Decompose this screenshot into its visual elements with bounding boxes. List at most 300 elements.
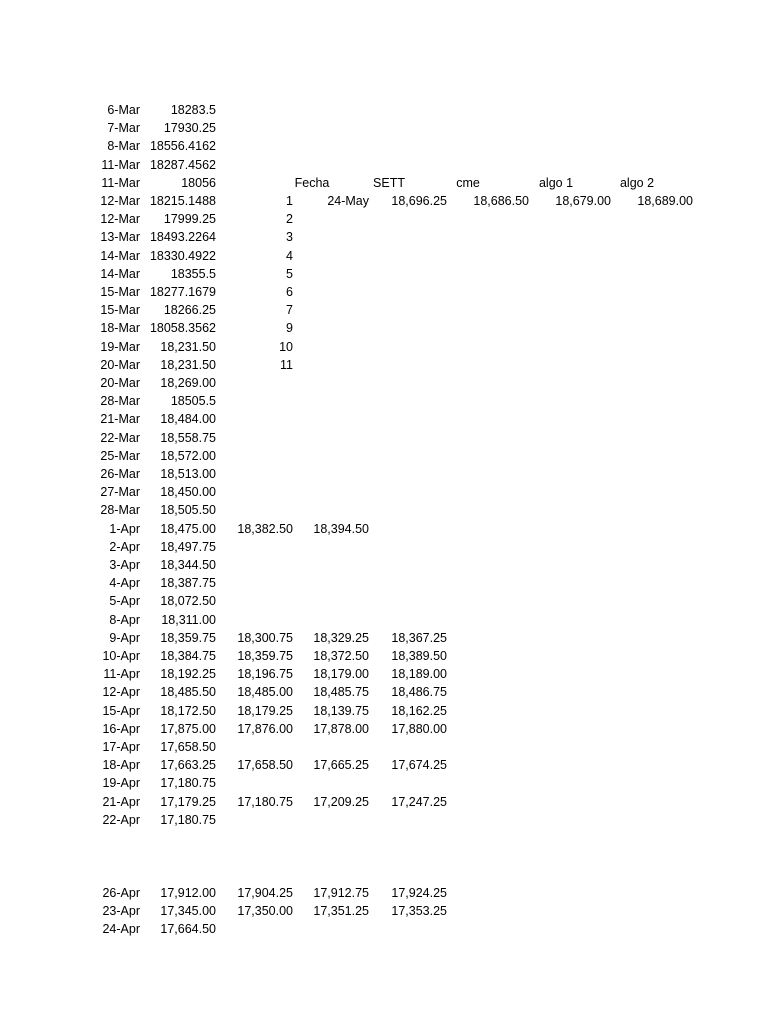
cell-r28-c4[interactable] — [291, 592, 369, 610]
cell-r24-c3[interactable]: 18,382.50 — [237, 521, 293, 536]
cell-r12-c3[interactable]: 7 — [286, 303, 293, 318]
cell-r43-c4[interactable] — [291, 865, 369, 883]
cell-r29-c5[interactable] — [369, 611, 447, 629]
cell-r22-c2[interactable]: 18,450.00 — [160, 485, 216, 500]
cell-r20-c1[interactable]: 25-Mar — [100, 448, 140, 463]
cell-r11-c6[interactable] — [451, 283, 529, 301]
cell-r43-c1[interactable] — [62, 865, 140, 883]
cell-r33-c3[interactable]: 18,485.00 — [237, 685, 293, 700]
cell-r6-c8[interactable]: 18,689.00 — [637, 194, 693, 208]
cell-r37-c9[interactable] — [682, 756, 760, 774]
cell-r18-c4[interactable] — [291, 410, 369, 428]
cell-r19-c4[interactable] — [291, 429, 369, 447]
cell-r13-c1[interactable]: 18-Mar — [100, 321, 140, 336]
cell-r32-c4[interactable]: 18,179.00 — [313, 667, 369, 682]
cell-r27-c9[interactable] — [682, 574, 760, 592]
cell-r2-c4[interactable] — [291, 119, 369, 137]
cell-r39-c6[interactable] — [451, 793, 529, 811]
cell-r18-c9[interactable] — [682, 410, 760, 428]
cell-r10-c2[interactable]: 18355.5 — [170, 266, 216, 281]
cell-r43-c5[interactable] — [369, 865, 447, 883]
cell-r14-c9[interactable] — [682, 338, 760, 356]
cell-r5-c7[interactable]: algo 1 — [538, 175, 574, 190]
cell-r21-c3[interactable] — [215, 465, 293, 483]
cell-r34-c6[interactable] — [451, 702, 529, 720]
cell-r37-c3[interactable]: 17,658.50 — [237, 758, 293, 773]
cell-r28-c1[interactable]: 5-Apr — [109, 594, 140, 609]
cell-r6-c4[interactable]: 24-May — [327, 194, 369, 208]
cell-r11-c7[interactable] — [533, 283, 611, 301]
cell-r25-c7[interactable] — [533, 538, 611, 556]
cell-r46-c3[interactable] — [215, 920, 293, 938]
cell-r18-c7[interactable] — [533, 410, 611, 428]
cell-r6-c3[interactable]: 1 — [286, 194, 293, 208]
cell-r36-c4[interactable] — [291, 738, 369, 756]
cell-r10-c9[interactable] — [682, 265, 760, 283]
cell-r12-c2[interactable]: 18266.25 — [163, 303, 216, 318]
cell-r36-c5[interactable] — [369, 738, 447, 756]
cell-r18-c3[interactable] — [215, 410, 293, 428]
cell-r23-c1[interactable]: 28-Mar — [100, 503, 140, 518]
cell-r23-c4[interactable] — [291, 501, 369, 519]
cell-r21-c1[interactable]: 26-Mar — [100, 467, 140, 481]
cell-r32-c3[interactable]: 18,196.75 — [237, 667, 293, 682]
cell-r11-c1[interactable]: 15-Mar — [100, 285, 140, 299]
cell-r18-c2[interactable]: 18,484.00 — [160, 412, 216, 427]
cell-r34-c4[interactable]: 18,139.75 — [313, 703, 369, 718]
cell-r10-c1[interactable]: 14-Mar — [100, 266, 140, 281]
cell-r20-c9[interactable] — [682, 447, 760, 465]
cell-r25-c4[interactable] — [291, 538, 369, 556]
cell-r35-c4[interactable]: 17,878.00 — [313, 721, 369, 736]
cell-r4-c9[interactable] — [682, 156, 760, 174]
cell-r7-c9[interactable] — [682, 210, 760, 228]
cell-r4-c5[interactable] — [369, 156, 447, 174]
cell-r9-c2[interactable]: 18330.4922 — [149, 248, 216, 263]
cell-r22-c1[interactable]: 27-Mar — [100, 485, 140, 500]
cell-r39-c3[interactable]: 17,180.75 — [237, 794, 293, 809]
cell-r18-c1[interactable]: 21-Mar — [100, 412, 140, 427]
cell-r9-c5[interactable] — [369, 247, 447, 265]
cell-r18-c5[interactable] — [369, 410, 447, 428]
cell-r1-c7[interactable] — [533, 101, 611, 119]
cell-r44-c9[interactable] — [682, 884, 760, 902]
cell-r32-c9[interactable] — [682, 665, 760, 683]
cell-r2-c9[interactable] — [682, 119, 760, 137]
cell-r27-c3[interactable] — [215, 574, 293, 592]
cell-r35-c7[interactable] — [533, 720, 611, 738]
cell-r40-c3[interactable] — [215, 811, 293, 829]
cell-r35-c9[interactable] — [682, 720, 760, 738]
cell-r17-c7[interactable] — [533, 392, 611, 410]
cell-r41-c6[interactable] — [451, 829, 529, 847]
cell-r21-c6[interactable] — [451, 465, 529, 483]
cell-r42-c9[interactable] — [682, 847, 760, 865]
cell-r33-c9[interactable] — [682, 683, 760, 701]
cell-r42-c6[interactable] — [451, 847, 529, 865]
cell-r27-c2[interactable]: 18,387.75 — [160, 576, 216, 591]
cell-r24-c5[interactable] — [369, 520, 447, 538]
cell-r7-c4[interactable] — [291, 210, 369, 228]
cell-r14-c3[interactable]: 10 — [279, 339, 293, 354]
cell-r5-c5[interactable]: SETT — [373, 175, 405, 190]
cell-r7-c2[interactable]: 17999.25 — [163, 212, 216, 227]
cell-r35-c1[interactable]: 16-Apr — [102, 721, 140, 736]
cell-r34-c9[interactable] — [682, 702, 760, 720]
cell-r8-c9[interactable] — [682, 228, 760, 246]
cell-r17-c1[interactable]: 28-Mar — [100, 394, 140, 409]
cell-r28-c5[interactable] — [369, 592, 447, 610]
cell-r46-c1[interactable]: 24-Apr — [102, 922, 140, 936]
cell-r4-c6[interactable] — [451, 156, 529, 174]
cell-r43-c6[interactable] — [451, 865, 529, 883]
cell-r28-c7[interactable] — [533, 592, 611, 610]
cell-r19-c1[interactable]: 22-Mar — [100, 430, 140, 445]
cell-r30-c6[interactable] — [451, 629, 529, 647]
cell-r43-c9[interactable] — [682, 865, 760, 883]
cell-r13-c4[interactable] — [291, 319, 369, 337]
cell-r28-c9[interactable] — [682, 592, 760, 610]
cell-r34-c5[interactable]: 18,162.25 — [391, 703, 447, 718]
cell-r35-c5[interactable]: 17,880.00 — [391, 721, 447, 736]
cell-r29-c9[interactable] — [682, 611, 760, 629]
cell-r27-c5[interactable] — [369, 574, 447, 592]
cell-r44-c7[interactable] — [533, 884, 611, 902]
cell-r25-c3[interactable] — [215, 538, 293, 556]
cell-r44-c6[interactable] — [451, 884, 529, 902]
cell-r10-c5[interactable] — [369, 265, 447, 283]
cell-r23-c5[interactable] — [369, 501, 447, 519]
cell-r27-c6[interactable] — [451, 574, 529, 592]
cell-r31-c7[interactable] — [533, 647, 611, 665]
cell-r8-c6[interactable] — [451, 228, 529, 246]
cell-r23-c7[interactable] — [533, 501, 611, 519]
cell-r17-c5[interactable] — [369, 392, 447, 410]
cell-r25-c5[interactable] — [369, 538, 447, 556]
cell-r30-c2[interactable]: 18,359.75 — [160, 630, 216, 645]
cell-r40-c2[interactable]: 17,180.75 — [160, 812, 216, 827]
cell-r30-c9[interactable] — [682, 629, 760, 647]
cell-r24-c7[interactable] — [533, 520, 611, 538]
cell-r2-c6[interactable] — [451, 119, 529, 137]
cell-r36-c2[interactable]: 17,658.50 — [160, 740, 216, 754]
cell-r12-c7[interactable] — [533, 301, 611, 319]
cell-r45-c4[interactable]: 17,351.25 — [313, 903, 369, 918]
cell-r9-c6[interactable] — [451, 247, 529, 265]
cell-r10-c4[interactable] — [291, 265, 369, 283]
cell-r23-c6[interactable] — [451, 501, 529, 519]
cell-r6-c2[interactable]: 18215.1488 — [149, 194, 216, 208]
cell-r16-c9[interactable] — [682, 374, 760, 392]
cell-r45-c7[interactable] — [533, 902, 611, 920]
cell-r15-c5[interactable] — [369, 356, 447, 374]
cell-r37-c1[interactable]: 18-Apr — [102, 758, 140, 773]
cell-r44-c3[interactable]: 17,904.25 — [237, 885, 293, 900]
cell-r41-c3[interactable] — [215, 829, 293, 847]
cell-r17-c3[interactable] — [215, 392, 293, 410]
cell-r16-c6[interactable] — [451, 374, 529, 392]
cell-r26-c5[interactable] — [369, 556, 447, 574]
cell-r8-c5[interactable] — [369, 228, 447, 246]
cell-r13-c3[interactable]: 9 — [286, 321, 293, 336]
cell-r5-c9[interactable] — [682, 174, 760, 192]
cell-r16-c7[interactable] — [533, 374, 611, 392]
cell-r45-c9[interactable] — [682, 902, 760, 920]
cell-r20-c7[interactable] — [533, 447, 611, 465]
cell-r30-c5[interactable]: 18,367.25 — [391, 630, 447, 645]
cell-r31-c1[interactable]: 10-Apr — [102, 649, 140, 663]
cell-r22-c4[interactable] — [291, 483, 369, 501]
cell-r32-c2[interactable]: 18,192.25 — [160, 667, 216, 682]
cell-r22-c9[interactable] — [682, 483, 760, 501]
cell-r3-c2[interactable]: 18556.4162 — [149, 139, 216, 154]
cell-r6-c7[interactable]: 18,679.00 — [555, 194, 611, 208]
cell-r5-c1[interactable]: 11-Mar — [101, 175, 140, 190]
cell-r3-c1[interactable]: 8-Mar — [107, 139, 140, 154]
cell-r6-c6[interactable]: 18,686.50 — [473, 194, 529, 208]
cell-r33-c2[interactable]: 18,485.50 — [160, 685, 216, 700]
cell-r6-c9[interactable] — [682, 192, 760, 210]
cell-r9-c4[interactable] — [291, 247, 369, 265]
cell-r17-c6[interactable] — [451, 392, 529, 410]
cell-r8-c3[interactable]: 3 — [286, 230, 293, 245]
cell-r38-c9[interactable] — [682, 774, 760, 792]
cell-r26-c6[interactable] — [451, 556, 529, 574]
cell-r39-c5[interactable]: 17,247.25 — [391, 794, 447, 809]
cell-r26-c9[interactable] — [682, 556, 760, 574]
cell-r1-c6[interactable] — [451, 101, 529, 119]
cell-r23-c2[interactable]: 18,505.50 — [160, 503, 216, 518]
cell-r30-c1[interactable]: 9-Apr — [109, 630, 140, 645]
cell-r32-c7[interactable] — [533, 665, 611, 683]
cell-r8-c4[interactable] — [291, 228, 369, 246]
cell-r43-c2[interactable] — [138, 865, 216, 883]
cell-r17-c2[interactable]: 18505.5 — [170, 394, 216, 409]
cell-r22-c3[interactable] — [215, 483, 293, 501]
cell-r13-c2[interactable]: 18058.3562 — [149, 321, 216, 336]
cell-r15-c4[interactable] — [291, 356, 369, 374]
cell-r15-c6[interactable] — [451, 356, 529, 374]
cell-r42-c4[interactable] — [291, 847, 369, 865]
cell-r42-c1[interactable] — [62, 847, 140, 865]
cell-r27-c4[interactable] — [291, 574, 369, 592]
cell-r7-c6[interactable] — [451, 210, 529, 228]
cell-r26-c7[interactable] — [533, 556, 611, 574]
cell-r41-c5[interactable] — [369, 829, 447, 847]
cell-r12-c4[interactable] — [291, 301, 369, 319]
cell-r12-c6[interactable] — [451, 301, 529, 319]
cell-r38-c7[interactable] — [533, 774, 611, 792]
cell-r40-c4[interactable] — [291, 811, 369, 829]
cell-r15-c2[interactable]: 18,231.50 — [160, 357, 216, 372]
cell-r2-c7[interactable] — [533, 119, 611, 137]
cell-r34-c1[interactable]: 15-Apr — [102, 703, 140, 718]
cell-r22-c6[interactable] — [451, 483, 529, 501]
cell-r44-c5[interactable]: 17,924.25 — [391, 885, 447, 900]
cell-r11-c2[interactable]: 18277.1679 — [149, 285, 216, 299]
cell-r31-c5[interactable]: 18,389.50 — [391, 649, 447, 663]
cell-r43-c7[interactable] — [533, 865, 611, 883]
cell-r13-c5[interactable] — [369, 319, 447, 337]
cell-r42-c3[interactable] — [215, 847, 293, 865]
cell-r41-c4[interactable] — [291, 829, 369, 847]
cell-r39-c4[interactable]: 17,209.25 — [313, 794, 369, 809]
cell-r1-c2[interactable]: 18283.5 — [170, 103, 216, 117]
cell-r6-c5[interactable]: 18,696.25 — [391, 194, 447, 208]
cell-r18-c6[interactable] — [451, 410, 529, 428]
cell-r24-c1[interactable]: 1-Apr — [109, 521, 140, 536]
cell-r26-c4[interactable] — [291, 556, 369, 574]
cell-r44-c1[interactable]: 26-Apr — [102, 885, 140, 900]
cell-r33-c6[interactable] — [451, 683, 529, 701]
cell-r16-c5[interactable] — [369, 374, 447, 392]
cell-r2-c5[interactable] — [369, 119, 447, 137]
cell-r40-c1[interactable]: 22-Apr — [102, 812, 140, 827]
cell-r38-c6[interactable] — [451, 774, 529, 792]
cell-r27-c7[interactable] — [533, 574, 611, 592]
cell-r36-c3[interactable] — [215, 738, 293, 756]
cell-r40-c6[interactable] — [451, 811, 529, 829]
cell-r30-c7[interactable] — [533, 629, 611, 647]
cell-r25-c9[interactable] — [682, 538, 760, 556]
cell-r3-c5[interactable] — [369, 137, 447, 155]
cell-r41-c1[interactable] — [62, 829, 140, 847]
cell-r1-c4[interactable] — [291, 101, 369, 119]
cell-r2-c3[interactable] — [215, 119, 293, 137]
cell-r46-c4[interactable] — [291, 920, 369, 938]
cell-r31-c3[interactable]: 18,359.75 — [237, 649, 293, 663]
cell-r15-c9[interactable] — [682, 356, 760, 374]
cell-r9-c7[interactable] — [533, 247, 611, 265]
cell-r38-c3[interactable] — [215, 774, 293, 792]
cell-r3-c7[interactable] — [533, 137, 611, 155]
cell-r3-c4[interactable] — [291, 137, 369, 155]
cell-r9-c1[interactable]: 14-Mar — [100, 248, 140, 263]
cell-r35-c6[interactable] — [451, 720, 529, 738]
cell-r17-c4[interactable] — [291, 392, 369, 410]
cell-r9-c3[interactable]: 4 — [286, 248, 293, 263]
cell-r29-c3[interactable] — [215, 611, 293, 629]
cell-r38-c5[interactable] — [369, 774, 447, 792]
cell-r12-c1[interactable]: 15-Mar — [100, 303, 140, 318]
cell-r21-c9[interactable] — [682, 465, 760, 483]
cell-r11-c5[interactable] — [369, 283, 447, 301]
cell-r35-c3[interactable]: 17,876.00 — [237, 721, 293, 736]
cell-r1-c3[interactable] — [215, 101, 293, 119]
cell-r7-c7[interactable] — [533, 210, 611, 228]
cell-r28-c3[interactable] — [215, 592, 293, 610]
cell-r41-c2[interactable] — [138, 829, 216, 847]
cell-r16-c2[interactable]: 18,269.00 — [160, 376, 216, 390]
cell-r25-c2[interactable]: 18,497.75 — [160, 539, 216, 554]
cell-r33-c5[interactable]: 18,486.75 — [391, 685, 447, 700]
cell-r31-c6[interactable] — [451, 647, 529, 665]
cell-r13-c6[interactable] — [451, 319, 529, 337]
cell-r32-c1[interactable]: 11-Apr — [103, 667, 140, 682]
cell-r43-c3[interactable] — [215, 865, 293, 883]
cell-r35-c2[interactable]: 17,875.00 — [160, 721, 216, 736]
cell-r16-c3[interactable] — [215, 374, 293, 392]
cell-r34-c3[interactable]: 18,179.25 — [237, 703, 293, 718]
cell-r38-c2[interactable]: 17,180.75 — [160, 776, 216, 791]
cell-r8-c7[interactable] — [533, 228, 611, 246]
cell-r36-c1[interactable]: 17-Apr — [102, 740, 140, 754]
cell-r10-c3[interactable]: 5 — [286, 266, 293, 281]
cell-r45-c2[interactable]: 17,345.00 — [160, 903, 216, 918]
cell-r19-c6[interactable] — [451, 429, 529, 447]
cell-r19-c7[interactable] — [533, 429, 611, 447]
cell-r32-c5[interactable]: 18,189.00 — [391, 667, 447, 682]
cell-r40-c9[interactable] — [682, 811, 760, 829]
cell-r44-c2[interactable]: 17,912.00 — [160, 885, 216, 900]
cell-r24-c2[interactable]: 18,475.00 — [160, 521, 216, 536]
cell-r14-c5[interactable] — [369, 338, 447, 356]
cell-r15-c1[interactable]: 20-Mar — [100, 357, 140, 372]
cell-r46-c5[interactable] — [369, 920, 447, 938]
cell-r5-c4[interactable]: Fecha — [294, 175, 330, 190]
cell-r26-c2[interactable]: 18,344.50 — [160, 558, 216, 572]
cell-r39-c1[interactable]: 21-Apr — [102, 794, 140, 809]
cell-r20-c2[interactable]: 18,572.00 — [160, 448, 216, 463]
cell-r29-c1[interactable]: 8-Apr — [109, 612, 140, 627]
cell-r45-c6[interactable] — [451, 902, 529, 920]
cell-r11-c3[interactable]: 6 — [286, 285, 293, 299]
cell-r40-c7[interactable] — [533, 811, 611, 829]
cell-r5-c8[interactable]: algo 2 — [619, 175, 655, 190]
cell-r37-c4[interactable]: 17,665.25 — [313, 758, 369, 773]
cell-r36-c9[interactable] — [682, 738, 760, 756]
cell-r3-c3[interactable] — [215, 137, 293, 155]
cell-r36-c7[interactable] — [533, 738, 611, 756]
cell-r42-c5[interactable] — [369, 847, 447, 865]
cell-r7-c5[interactable] — [369, 210, 447, 228]
cell-r46-c6[interactable] — [451, 920, 529, 938]
cell-r8-c1[interactable]: 13-Mar — [100, 230, 140, 245]
cell-r1-c5[interactable] — [369, 101, 447, 119]
cell-r21-c2[interactable]: 18,513.00 — [160, 467, 216, 481]
cell-r6-c1[interactable]: 12-Mar — [100, 194, 140, 208]
cell-r25-c6[interactable] — [451, 538, 529, 556]
cell-r32-c6[interactable] — [451, 665, 529, 683]
cell-r36-c6[interactable] — [451, 738, 529, 756]
cell-r14-c1[interactable]: 19-Mar — [100, 339, 140, 354]
cell-r11-c9[interactable] — [682, 283, 760, 301]
cell-r24-c9[interactable] — [682, 520, 760, 538]
cell-r15-c7[interactable] — [533, 356, 611, 374]
cell-r7-c3[interactable]: 2 — [286, 212, 293, 227]
cell-r14-c4[interactable] — [291, 338, 369, 356]
cell-r19-c5[interactable] — [369, 429, 447, 447]
cell-r21-c7[interactable] — [533, 465, 611, 483]
cell-r21-c5[interactable] — [369, 465, 447, 483]
cell-r37-c2[interactable]: 17,663.25 — [160, 758, 216, 773]
cell-r20-c3[interactable] — [215, 447, 293, 465]
cell-r39-c9[interactable] — [682, 793, 760, 811]
cell-r20-c4[interactable] — [291, 447, 369, 465]
cell-r2-c1[interactable]: 7-Mar — [107, 121, 140, 136]
cell-r37-c5[interactable]: 17,674.25 — [391, 758, 447, 773]
cell-r27-c1[interactable]: 4-Apr — [109, 576, 140, 591]
cell-r26-c3[interactable] — [215, 556, 293, 574]
cell-r4-c1[interactable]: 11-Mar — [101, 157, 140, 172]
cell-r33-c1[interactable]: 12-Apr — [102, 685, 140, 700]
cell-r12-c9[interactable] — [682, 301, 760, 319]
cell-r7-c1[interactable]: 12-Mar — [100, 212, 140, 227]
cell-r8-c2[interactable]: 18493.2264 — [149, 230, 216, 245]
cell-r29-c4[interactable] — [291, 611, 369, 629]
cell-r44-c4[interactable]: 17,912.75 — [313, 885, 369, 900]
cell-r28-c2[interactable]: 18,072.50 — [160, 594, 216, 609]
